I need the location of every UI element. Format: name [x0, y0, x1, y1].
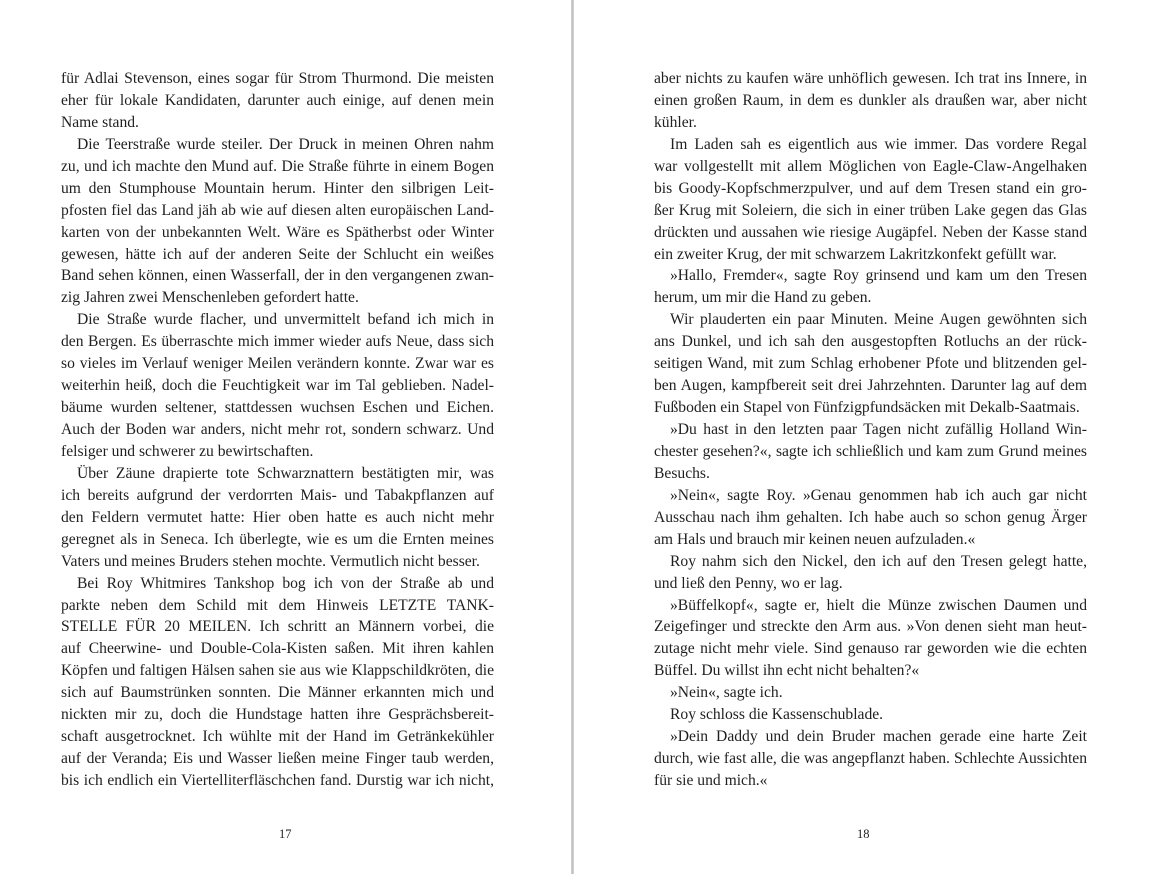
- text-line: bäume wurden seltener, stattdessen wuchsen Eschen und Eichen.: [61, 399, 494, 417]
- text-line: pfosten fiel das Land jäh ab wie auf diesen alten europäischen Land-: [61, 201, 494, 219]
- page-number: 17: [279, 827, 292, 841]
- text-line: »Nein«, sagte ich.: [670, 684, 783, 702]
- text-line: schaft ausgetrocknet. Ich wühlte mit der Hand im Getränkekühler: [61, 728, 494, 746]
- text-line: Band sehen können, einen Wasserfall, der in den vergangenen zwan-: [61, 267, 494, 285]
- text-line: Büffel. Du willst ihn echt nicht behalten?«: [654, 662, 920, 680]
- text-line: zig Jahren zwei Menschenleben gefordert hatte.: [61, 289, 359, 307]
- text-line: ein zweiter Krug, der mit schwarzem Lakritzkonfekt gefüllt war.: [654, 245, 1057, 263]
- text-line: karten von der unbekannten Welt. Wäre es Spätherbst oder Winter: [61, 223, 494, 241]
- text-line: geregnet als in Seneca. Ich überlegte, wie es um die Ernten meines: [61, 530, 494, 548]
- text-line: ans Dunkel, und ich sah den ausgestopften Rotluchs an der rück-: [654, 333, 1087, 351]
- text-line: sich auf Baumstrünken sonnten. Die Männer erkannten mich und: [61, 684, 494, 702]
- right-page: [576, 0, 1149, 874]
- text-line: Auch der Boden war anders, nicht mehr rot, sondern schwarz. Und: [61, 421, 494, 438]
- text-line: Zeigefinger und streckte den Arm aus. »Von denen sieht man heut-: [654, 618, 1087, 636]
- text-line: durch, wie fast alle, die was angepflanzt haben. Schlechte Aussichten: [654, 750, 1087, 768]
- text-line: für Adlai Stevenson, eines sogar für Strom Thurmond. Die meisten: [61, 70, 494, 87]
- text-line: aber nichts zu kaufen wäre unhöflich gewesen. Ich trat ins Innere, in: [654, 70, 1087, 87]
- text-line: Roy nahm sich den Nickel, den ich auf den Tresen gelegt hatte,: [670, 552, 1087, 570]
- text-line: Über Zäune drapierte tote Schwarznattern bestätigten mir, was: [77, 464, 494, 482]
- text-line: zutage nicht mehr viele. Sind genauso rar geworden wie die echten: [654, 640, 1087, 658]
- text-line: Roy schloss die Kassenschublade.: [670, 706, 884, 724]
- text-line: »Dein Daddy und dein Bruder machen gerade eine harte Zeit: [670, 728, 1087, 746]
- text-line: kühler.: [654, 113, 697, 131]
- text-line: »Du hast in den letzten paar Tagen nicht zufällig Holland Win-: [670, 421, 1087, 438]
- text-line: nickten mir zu, doch die Hundstage hatten ihre Gesprächsbereit-: [61, 706, 494, 724]
- text-line: war vollgestellt mit allem Möglichen von Eagle-Claw-Angelhaken: [654, 157, 1087, 175]
- page-text-17: [61, 68, 494, 792]
- text-line: und ließ den Penny, wo er lag.: [654, 574, 843, 592]
- page-text-18: [654, 68, 1087, 792]
- text-line: seitigen Wand, mit zum Schlag erhobener Pfote und blitzenden gel-: [654, 355, 1087, 373]
- text-line: Köpfen und faltigen Hälsen sahen sie aus wie Klappschildkröten, die: [61, 662, 494, 680]
- text-line: STELLE FÜR 20 MEILEN. Ich schritt an Männern vorbei, die: [61, 618, 494, 636]
- text-line: gewesen, hätte ich auf der anderen Seite der Schlucht ein weißes: [61, 245, 494, 263]
- text-line: weiterhin heiß, doch die Feuchtigkeit war im Tal geblieben. Nadel-: [61, 377, 494, 395]
- text-line: auf Cheerwine- und Double-Cola-Kisten saßen. Mit ihren kahlen: [61, 640, 494, 658]
- text-line: auf der Veranda; Eis und Wasser ließen meine Finger taub werden,: [61, 750, 494, 768]
- text-line: so vieles im Verlauf weniger Meilen verändern konnte. Zwar war es: [61, 355, 494, 373]
- text-line: parkte neben dem Schild mit dem Hinweis LETZTE TANK-: [61, 596, 494, 614]
- text-line: Die Straße wurde flacher, und unvermittelt befand ich mich in: [77, 311, 494, 329]
- left-page: [0, 0, 571, 874]
- text-line: drückten und aussahen wie riesige Augäpfel. Neben der Kasse stand: [654, 223, 1087, 241]
- text-line: felsiger und schwerer zu bewirtschaften.: [61, 442, 314, 460]
- text-line: Name stand.: [61, 113, 139, 131]
- text-line: Ausschau nach ihm gehalten. Ich habe auch so schon genug Ärger: [654, 508, 1087, 526]
- text-line: herum, um mir die Hand zu geben.: [654, 289, 872, 307]
- text-line: eher für lokale Kandidaten, darunter auch einige, auf denen mein: [61, 91, 494, 109]
- text-line: Besuchs.: [654, 464, 710, 482]
- text-line: Wir plauderten ein paar Minuten. Meine Augen gewöhnten sich: [670, 311, 1087, 329]
- text-line: für sie und mich.«: [654, 772, 768, 789]
- text-line: um den Stumphouse Mountain herum. Hinter den silbrigen Leit-: [61, 179, 494, 197]
- text-line: Im Laden sah es eigentlich aus wie immer. Das vordere Regal: [670, 135, 1087, 153]
- text-line: einen großen Raum, in dem es dunkler als draußen war, aber nicht: [654, 91, 1087, 109]
- page-number: 18: [857, 827, 870, 841]
- book-gutter: [571, 0, 574, 874]
- text-line: ben Augen, kampfbereit seit drei Jahrzehnten. Darunter lag auf dem: [654, 377, 1087, 395]
- text-line: »Büffelkopf«, sagte er, hielt die Münze zwischen Daumen und: [670, 596, 1087, 614]
- text-line: »Hallo, Fremder«, sagte Roy grinsend und kam um den Tresen: [670, 267, 1087, 285]
- text-line: chester gesehen?«, sagte ich schließlich und kam zum Grund meines: [654, 442, 1087, 460]
- text-line: bis Goody-Kopfschmerzpulver, und auf dem Tresen stand ein gro-: [654, 179, 1087, 197]
- text-line: »Nein«, sagte Roy. »Genau genommen hab ich auch gar nicht: [670, 486, 1087, 504]
- text-line: Fußboden ein Stapel von Fünfzigpfundsäcken mit Dekalb-Saatmais.: [654, 399, 1080, 417]
- text-line: Bei Roy Whitmires Tankshop bog ich von der Straße ab und: [77, 574, 494, 592]
- text-line: zu, und ich machte den Mund auf. Die Straße führte in einem Bogen: [61, 157, 494, 175]
- text-line: am Hals und brauch mir keinen neuen aufzuladen.«: [654, 530, 976, 548]
- text-line: ich bereits aufgrund der verdorrten Mais- und Tabakpflanzen auf: [61, 486, 494, 504]
- text-line: Die Teerstraße wurde steiler. Der Druck in meinen Ohren nahm: [77, 135, 494, 153]
- text-line: den Bergen. Es überraschte mich immer wieder aufs Neue, dass sich: [61, 333, 494, 351]
- text-line: bis ich endlich ein Viertelliterfläschchen fand. Durstig war ich nicht,: [61, 772, 494, 789]
- text-line: den Feldern vermutet hatte: Hier oben hatte es auch nicht mehr: [61, 508, 494, 526]
- text-line: Vaters und meines Bruders stehen mochte. Vermutlich nicht besser.: [61, 552, 480, 570]
- text-line: ßer Krug mit Soleiern, die sich in einer trüben Lake gegen das Glas: [654, 201, 1087, 219]
